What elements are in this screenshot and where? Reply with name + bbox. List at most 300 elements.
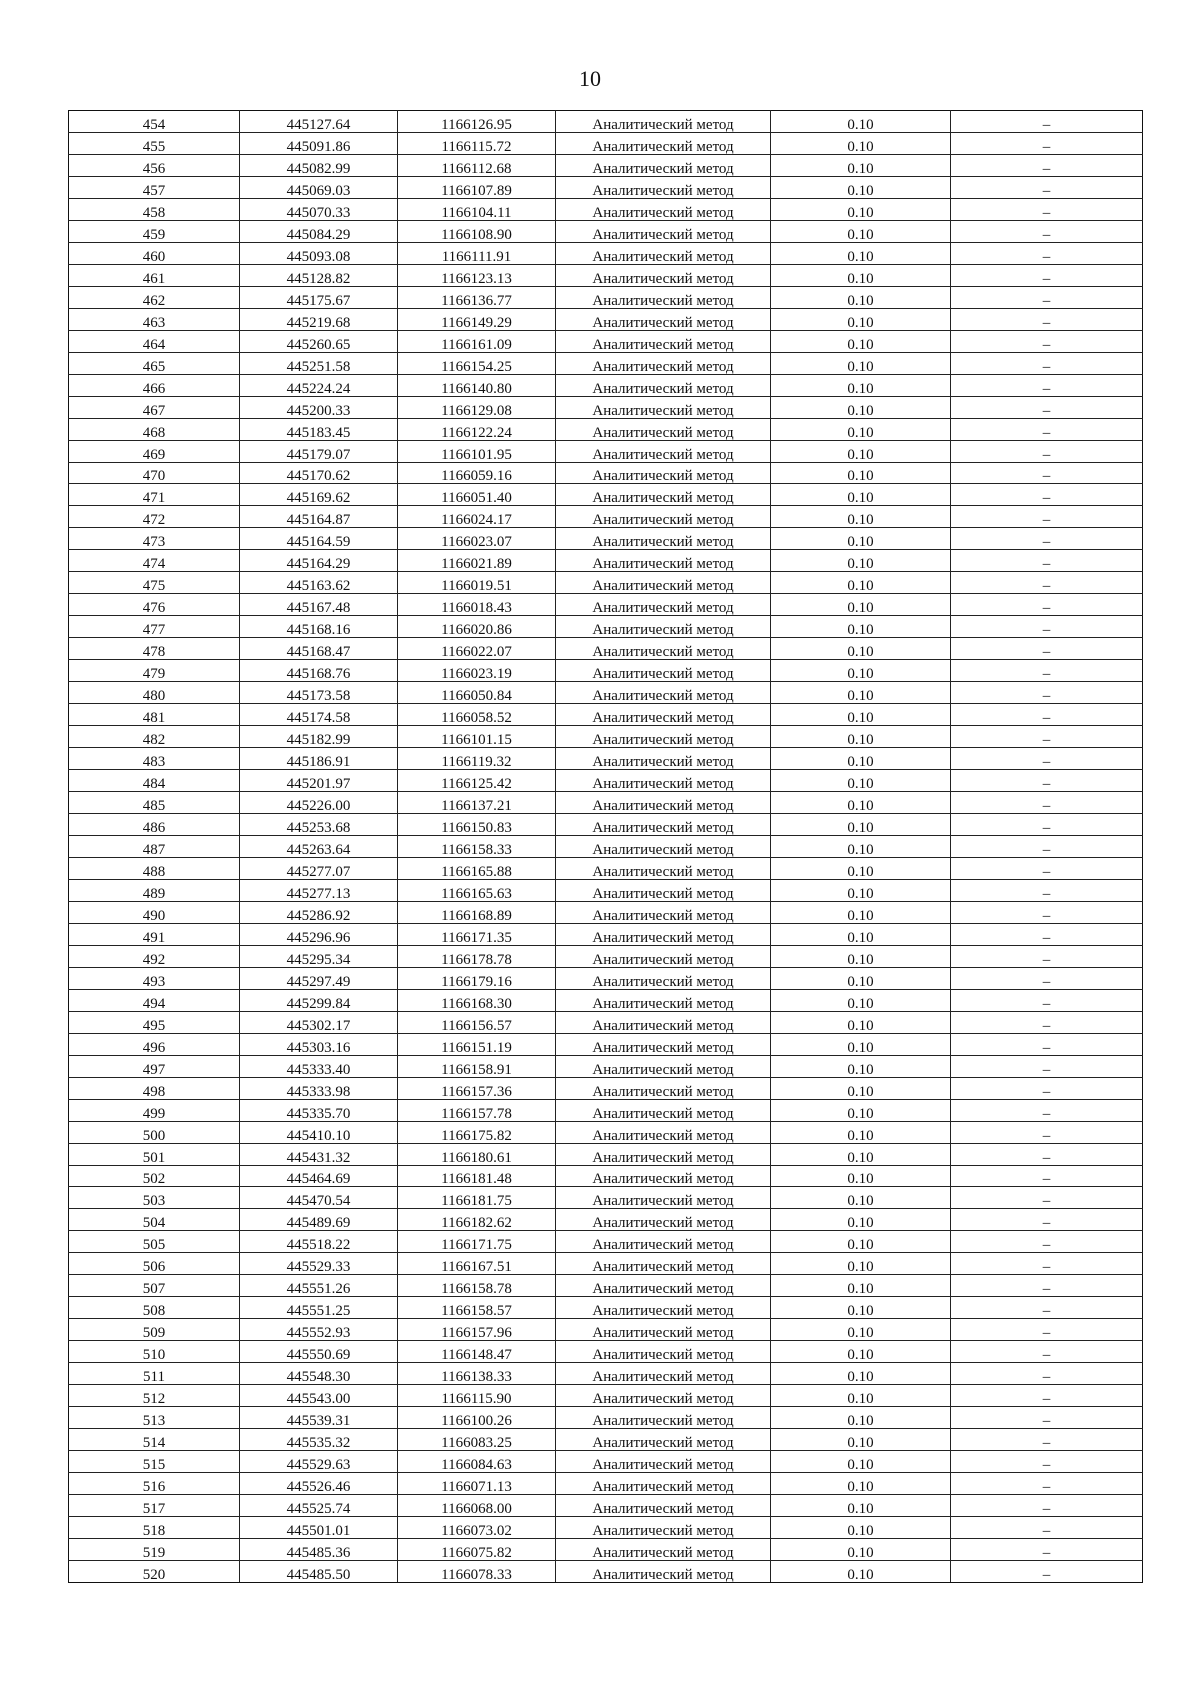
y-coordinate-cell: 1166123.13 — [398, 264, 556, 286]
x-coordinate-cell: 445535.32 — [240, 1429, 398, 1451]
method-cell: Аналитический метод — [556, 594, 771, 616]
point-number-cell: 477 — [69, 616, 240, 638]
method-cell: Аналитический метод — [556, 1560, 771, 1582]
table-row — [69, 330, 1143, 352]
x-coordinate-cell: 445201.97 — [240, 770, 398, 792]
table-row — [69, 770, 1143, 792]
method-cell: Аналитический метод — [556, 1253, 771, 1275]
point-number-cell: 520 — [69, 1560, 240, 1582]
y-coordinate-cell: 1166150.83 — [398, 814, 556, 836]
y-coordinate-cell: 1166158.91 — [398, 1055, 556, 1077]
point-number-cell: 463 — [69, 308, 240, 330]
method-cell: Аналитический метод — [556, 1077, 771, 1099]
note-cell: – — [951, 1165, 1143, 1187]
method-cell: Аналитический метод — [556, 1121, 771, 1143]
table-row — [69, 923, 1143, 945]
x-coordinate-cell: 445525.74 — [240, 1495, 398, 1517]
table-row — [69, 286, 1143, 308]
method-cell: Аналитический метод — [556, 704, 771, 726]
x-coordinate-cell: 445485.36 — [240, 1538, 398, 1560]
y-coordinate-cell: 1166149.29 — [398, 308, 556, 330]
table-row — [69, 1011, 1143, 1033]
x-coordinate-cell: 445174.58 — [240, 704, 398, 726]
x-coordinate-cell: 445224.24 — [240, 374, 398, 396]
note-cell: – — [951, 396, 1143, 418]
accuracy-cell: 0.10 — [771, 308, 951, 330]
note-cell: – — [951, 1143, 1143, 1165]
page-number: 10 — [579, 66, 601, 91]
table-row — [69, 1319, 1143, 1341]
table-row — [69, 1077, 1143, 1099]
note-cell: – — [951, 440, 1143, 462]
method-cell: Аналитический метод — [556, 879, 771, 901]
y-coordinate-cell: 1166158.33 — [398, 835, 556, 857]
y-coordinate-cell: 1166158.78 — [398, 1275, 556, 1297]
accuracy-cell: 0.10 — [771, 1033, 951, 1055]
accuracy-cell: 0.10 — [771, 572, 951, 594]
y-coordinate-cell: 1166126.95 — [398, 111, 556, 133]
method-cell: Аналитический метод — [556, 308, 771, 330]
table-row — [69, 132, 1143, 154]
y-coordinate-cell: 1166059.16 — [398, 462, 556, 484]
note-cell: – — [951, 198, 1143, 220]
method-cell: Аналитический метод — [556, 440, 771, 462]
accuracy-cell: 0.10 — [771, 352, 951, 374]
x-coordinate-cell: 445183.45 — [240, 418, 398, 440]
point-number-cell: 490 — [69, 901, 240, 923]
accuracy-cell: 0.10 — [771, 748, 951, 770]
point-number-cell: 482 — [69, 726, 240, 748]
method-cell: Аналитический метод — [556, 857, 771, 879]
y-coordinate-cell: 1166180.61 — [398, 1143, 556, 1165]
note-cell: – — [951, 572, 1143, 594]
x-coordinate-cell: 445550.69 — [240, 1341, 398, 1363]
table-row — [69, 682, 1143, 704]
x-coordinate-cell: 445410.10 — [240, 1121, 398, 1143]
method-cell: Аналитический метод — [556, 176, 771, 198]
accuracy-cell: 0.10 — [771, 923, 951, 945]
table-row — [69, 154, 1143, 176]
note-cell: – — [951, 989, 1143, 1011]
accuracy-cell: 0.10 — [771, 638, 951, 660]
y-coordinate-cell: 1166171.35 — [398, 923, 556, 945]
table-row — [69, 704, 1143, 726]
note-cell: – — [951, 1385, 1143, 1407]
method-cell: Аналитический метод — [556, 638, 771, 660]
table-row — [69, 660, 1143, 682]
method-cell: Аналитический метод — [556, 835, 771, 857]
point-number-cell: 513 — [69, 1407, 240, 1429]
x-coordinate-cell: 445470.54 — [240, 1187, 398, 1209]
note-cell: – — [951, 1099, 1143, 1121]
point-number-cell: 454 — [69, 111, 240, 133]
note-cell: – — [951, 1077, 1143, 1099]
table-row — [69, 857, 1143, 879]
x-coordinate-cell: 445529.33 — [240, 1253, 398, 1275]
accuracy-cell: 0.10 — [771, 594, 951, 616]
point-number-cell: 460 — [69, 242, 240, 264]
x-coordinate-cell: 445431.32 — [240, 1143, 398, 1165]
method-cell: Аналитический метод — [556, 1209, 771, 1231]
note-cell: – — [951, 1341, 1143, 1363]
note-cell: – — [951, 352, 1143, 374]
table-row — [69, 792, 1143, 814]
x-coordinate-cell: 445299.84 — [240, 989, 398, 1011]
point-number-cell: 491 — [69, 923, 240, 945]
note-cell: – — [951, 111, 1143, 133]
point-number-cell: 471 — [69, 484, 240, 506]
table-row — [69, 835, 1143, 857]
y-coordinate-cell: 1166083.25 — [398, 1429, 556, 1451]
point-number-cell: 518 — [69, 1517, 240, 1539]
y-coordinate-cell: 1166112.68 — [398, 154, 556, 176]
table-row — [69, 418, 1143, 440]
x-coordinate-cell: 445485.50 — [240, 1560, 398, 1582]
table-row — [69, 220, 1143, 242]
accuracy-cell: 0.10 — [771, 484, 951, 506]
note-cell: – — [951, 1033, 1143, 1055]
note-cell: – — [951, 616, 1143, 638]
y-coordinate-cell: 1166119.32 — [398, 748, 556, 770]
point-number-cell: 512 — [69, 1385, 240, 1407]
point-number-cell: 507 — [69, 1275, 240, 1297]
table-row — [69, 1341, 1143, 1363]
accuracy-cell: 0.10 — [771, 770, 951, 792]
x-coordinate-cell: 445333.40 — [240, 1055, 398, 1077]
point-number-cell: 455 — [69, 132, 240, 154]
accuracy-cell: 0.10 — [771, 374, 951, 396]
accuracy-cell: 0.10 — [771, 396, 951, 418]
y-coordinate-cell: 1166154.25 — [398, 352, 556, 374]
x-coordinate-cell: 445526.46 — [240, 1473, 398, 1495]
point-number-cell: 492 — [69, 945, 240, 967]
point-number-cell: 472 — [69, 506, 240, 528]
table-row — [69, 726, 1143, 748]
point-number-cell: 503 — [69, 1187, 240, 1209]
y-coordinate-cell: 1166058.52 — [398, 704, 556, 726]
table-row — [69, 1363, 1143, 1385]
note-cell: – — [951, 220, 1143, 242]
x-coordinate-cell: 445464.69 — [240, 1165, 398, 1187]
y-coordinate-cell: 1166023.07 — [398, 528, 556, 550]
y-coordinate-cell: 1166023.19 — [398, 660, 556, 682]
point-number-cell: 459 — [69, 220, 240, 242]
method-cell: Аналитический метод — [556, 572, 771, 594]
note-cell: – — [951, 154, 1143, 176]
method-cell: Аналитический метод — [556, 484, 771, 506]
y-coordinate-cell: 1166084.63 — [398, 1451, 556, 1473]
point-number-cell: 509 — [69, 1319, 240, 1341]
y-coordinate-cell: 1166018.43 — [398, 594, 556, 616]
x-coordinate-cell: 445168.16 — [240, 616, 398, 638]
accuracy-cell: 0.10 — [771, 1011, 951, 1033]
y-coordinate-cell: 1166104.11 — [398, 198, 556, 220]
table-row — [69, 1451, 1143, 1473]
accuracy-cell: 0.10 — [771, 528, 951, 550]
accuracy-cell: 0.10 — [771, 418, 951, 440]
method-cell: Аналитический метод — [556, 660, 771, 682]
x-coordinate-cell: 445548.30 — [240, 1363, 398, 1385]
table-row — [69, 989, 1143, 1011]
accuracy-cell: 0.10 — [771, 726, 951, 748]
point-number-cell: 485 — [69, 792, 240, 814]
point-number-cell: 488 — [69, 857, 240, 879]
point-number-cell: 470 — [69, 462, 240, 484]
table-row — [69, 374, 1143, 396]
y-coordinate-cell: 1166024.17 — [398, 506, 556, 528]
y-coordinate-cell: 1166019.51 — [398, 572, 556, 594]
accuracy-cell: 0.10 — [771, 264, 951, 286]
accuracy-cell: 0.10 — [771, 1121, 951, 1143]
note-cell: – — [951, 770, 1143, 792]
x-coordinate-cell: 445164.59 — [240, 528, 398, 550]
method-cell: Аналитический метод — [556, 1011, 771, 1033]
accuracy-cell: 0.10 — [771, 945, 951, 967]
accuracy-cell: 0.10 — [771, 1517, 951, 1539]
y-coordinate-cell: 1166148.47 — [398, 1341, 556, 1363]
note-cell: – — [951, 594, 1143, 616]
table-row — [69, 111, 1143, 133]
x-coordinate-cell: 445551.25 — [240, 1297, 398, 1319]
y-coordinate-cell: 1166073.02 — [398, 1517, 556, 1539]
table-row — [69, 572, 1143, 594]
point-number-cell: 493 — [69, 967, 240, 989]
note-cell: – — [951, 1538, 1143, 1560]
x-coordinate-cell: 445303.16 — [240, 1033, 398, 1055]
method-cell: Аналитический метод — [556, 286, 771, 308]
accuracy-cell: 0.10 — [771, 814, 951, 836]
y-coordinate-cell: 1166101.95 — [398, 440, 556, 462]
x-coordinate-cell: 445164.87 — [240, 506, 398, 528]
accuracy-cell: 0.10 — [771, 1187, 951, 1209]
table-row — [69, 879, 1143, 901]
point-number-cell: 497 — [69, 1055, 240, 1077]
table-row — [69, 748, 1143, 770]
point-number-cell: 487 — [69, 835, 240, 857]
y-coordinate-cell: 1166075.82 — [398, 1538, 556, 1560]
method-cell: Аналитический метод — [556, 352, 771, 374]
table-row — [69, 506, 1143, 528]
y-coordinate-cell: 1166136.77 — [398, 286, 556, 308]
point-number-cell: 517 — [69, 1495, 240, 1517]
table-row — [69, 440, 1143, 462]
method-cell: Аналитический метод — [556, 770, 771, 792]
accuracy-cell: 0.10 — [771, 704, 951, 726]
table-row — [69, 967, 1143, 989]
accuracy-cell: 0.10 — [771, 879, 951, 901]
accuracy-cell: 0.10 — [771, 1560, 951, 1582]
note-cell: – — [951, 1187, 1143, 1209]
note-cell: – — [951, 176, 1143, 198]
accuracy-cell: 0.10 — [771, 660, 951, 682]
accuracy-cell: 0.10 — [771, 220, 951, 242]
table-row — [69, 1517, 1143, 1539]
accuracy-cell: 0.10 — [771, 1099, 951, 1121]
note-cell: – — [951, 374, 1143, 396]
y-coordinate-cell: 1166182.62 — [398, 1209, 556, 1231]
point-number-cell: 502 — [69, 1165, 240, 1187]
x-coordinate-cell: 445164.29 — [240, 550, 398, 572]
table-row — [69, 198, 1143, 220]
method-cell: Аналитический метод — [556, 1099, 771, 1121]
note-cell: – — [951, 528, 1143, 550]
y-coordinate-cell: 1166151.19 — [398, 1033, 556, 1055]
point-number-cell: 476 — [69, 594, 240, 616]
note-cell: – — [951, 1363, 1143, 1385]
accuracy-cell: 0.10 — [771, 1385, 951, 1407]
x-coordinate-cell: 445286.92 — [240, 901, 398, 923]
method-cell: Аналитический метод — [556, 989, 771, 1011]
method-cell: Аналитический метод — [556, 1187, 771, 1209]
accuracy-cell: 0.10 — [771, 901, 951, 923]
table-row — [69, 1253, 1143, 1275]
accuracy-cell: 0.10 — [771, 1165, 951, 1187]
y-coordinate-cell: 1166137.21 — [398, 792, 556, 814]
accuracy-cell: 0.10 — [771, 1451, 951, 1473]
y-coordinate-cell: 1166179.16 — [398, 967, 556, 989]
x-coordinate-cell: 445200.33 — [240, 396, 398, 418]
table-row — [69, 901, 1143, 923]
method-cell: Аналитический метод — [556, 1297, 771, 1319]
accuracy-cell: 0.10 — [771, 1319, 951, 1341]
y-coordinate-cell: 1166165.88 — [398, 857, 556, 879]
y-coordinate-cell: 1166050.84 — [398, 682, 556, 704]
accuracy-cell: 0.10 — [771, 550, 951, 572]
note-cell: – — [951, 132, 1143, 154]
x-coordinate-cell: 445093.08 — [240, 242, 398, 264]
method-cell: Аналитический метод — [556, 242, 771, 264]
note-cell: – — [951, 330, 1143, 352]
y-coordinate-cell: 1166108.90 — [398, 220, 556, 242]
note-cell: – — [951, 814, 1143, 836]
point-number-cell: 489 — [69, 879, 240, 901]
table-row — [69, 550, 1143, 572]
note-cell: – — [951, 682, 1143, 704]
accuracy-cell: 0.10 — [771, 330, 951, 352]
table-row — [69, 1407, 1143, 1429]
note-cell: – — [951, 1319, 1143, 1341]
y-coordinate-cell: 1166100.26 — [398, 1407, 556, 1429]
note-cell: – — [951, 1275, 1143, 1297]
accuracy-cell: 0.10 — [771, 132, 951, 154]
method-cell: Аналитический метод — [556, 1429, 771, 1451]
accuracy-cell: 0.10 — [771, 111, 951, 133]
note-cell: – — [951, 286, 1143, 308]
x-coordinate-cell: 445333.98 — [240, 1077, 398, 1099]
table-row — [69, 1473, 1143, 1495]
accuracy-cell: 0.10 — [771, 1495, 951, 1517]
table-row — [69, 594, 1143, 616]
point-number-cell: 500 — [69, 1121, 240, 1143]
table-row — [69, 945, 1143, 967]
method-cell: Аналитический метод — [556, 814, 771, 836]
y-coordinate-cell: 1166122.24 — [398, 418, 556, 440]
table-row — [69, 242, 1143, 264]
accuracy-cell: 0.10 — [771, 1055, 951, 1077]
accuracy-cell: 0.10 — [771, 462, 951, 484]
point-number-cell: 466 — [69, 374, 240, 396]
y-coordinate-cell: 1166156.57 — [398, 1011, 556, 1033]
y-coordinate-cell: 1166068.00 — [398, 1495, 556, 1517]
accuracy-cell: 0.10 — [771, 242, 951, 264]
y-coordinate-cell: 1166157.96 — [398, 1319, 556, 1341]
x-coordinate-cell: 445226.00 — [240, 792, 398, 814]
accuracy-cell: 0.10 — [771, 857, 951, 879]
method-cell: Аналитический метод — [556, 616, 771, 638]
method-cell: Аналитический метод — [556, 462, 771, 484]
method-cell: Аналитический метод — [556, 1517, 771, 1539]
accuracy-cell: 0.10 — [771, 154, 951, 176]
point-number-cell: 505 — [69, 1231, 240, 1253]
point-number-cell: 486 — [69, 814, 240, 836]
point-number-cell: 473 — [69, 528, 240, 550]
method-cell: Аналитический метод — [556, 1538, 771, 1560]
point-number-cell: 510 — [69, 1341, 240, 1363]
y-coordinate-cell: 1166157.78 — [398, 1099, 556, 1121]
y-coordinate-cell: 1166107.89 — [398, 176, 556, 198]
note-cell: – — [951, 1473, 1143, 1495]
x-coordinate-cell: 445173.58 — [240, 682, 398, 704]
method-cell: Аналитический метод — [556, 396, 771, 418]
method-cell: Аналитический метод — [556, 330, 771, 352]
y-coordinate-cell: 1166020.86 — [398, 616, 556, 638]
x-coordinate-cell: 445489.69 — [240, 1209, 398, 1231]
method-cell: Аналитический метод — [556, 1143, 771, 1165]
note-cell: – — [951, 638, 1143, 660]
x-coordinate-cell: 445168.76 — [240, 660, 398, 682]
point-number-cell: 474 — [69, 550, 240, 572]
coordinates-table-body — [69, 111, 1143, 1583]
point-number-cell: 467 — [69, 396, 240, 418]
method-cell: Аналитический метод — [556, 1231, 771, 1253]
x-coordinate-cell: 445128.82 — [240, 264, 398, 286]
table-row — [69, 1187, 1143, 1209]
accuracy-cell: 0.10 — [771, 792, 951, 814]
y-coordinate-cell: 1166138.33 — [398, 1363, 556, 1385]
point-number-cell: 458 — [69, 198, 240, 220]
accuracy-cell: 0.10 — [771, 1209, 951, 1231]
y-coordinate-cell: 1166129.08 — [398, 396, 556, 418]
x-coordinate-cell: 445170.62 — [240, 462, 398, 484]
accuracy-cell: 0.10 — [771, 1275, 951, 1297]
accuracy-cell: 0.10 — [771, 1429, 951, 1451]
point-number-cell: 468 — [69, 418, 240, 440]
table-row — [69, 528, 1143, 550]
table-row — [69, 484, 1143, 506]
note-cell: – — [951, 704, 1143, 726]
table-row — [69, 308, 1143, 330]
note-cell: – — [951, 1209, 1143, 1231]
point-number-cell: 506 — [69, 1253, 240, 1275]
y-coordinate-cell: 1166175.82 — [398, 1121, 556, 1143]
y-coordinate-cell: 1166051.40 — [398, 484, 556, 506]
accuracy-cell: 0.10 — [771, 1363, 951, 1385]
method-cell: Аналитический метод — [556, 528, 771, 550]
method-cell: Аналитический метод — [556, 1495, 771, 1517]
note-cell: – — [951, 1560, 1143, 1582]
x-coordinate-cell: 445277.07 — [240, 857, 398, 879]
note-cell: – — [951, 923, 1143, 945]
point-number-cell: 484 — [69, 770, 240, 792]
note-cell: – — [951, 1429, 1143, 1451]
table-row — [69, 1275, 1143, 1297]
note-cell: – — [951, 835, 1143, 857]
point-number-cell: 462 — [69, 286, 240, 308]
x-coordinate-cell: 445277.13 — [240, 879, 398, 901]
accuracy-cell: 0.10 — [771, 1253, 951, 1275]
accuracy-cell: 0.10 — [771, 1297, 951, 1319]
note-cell: – — [951, 1407, 1143, 1429]
